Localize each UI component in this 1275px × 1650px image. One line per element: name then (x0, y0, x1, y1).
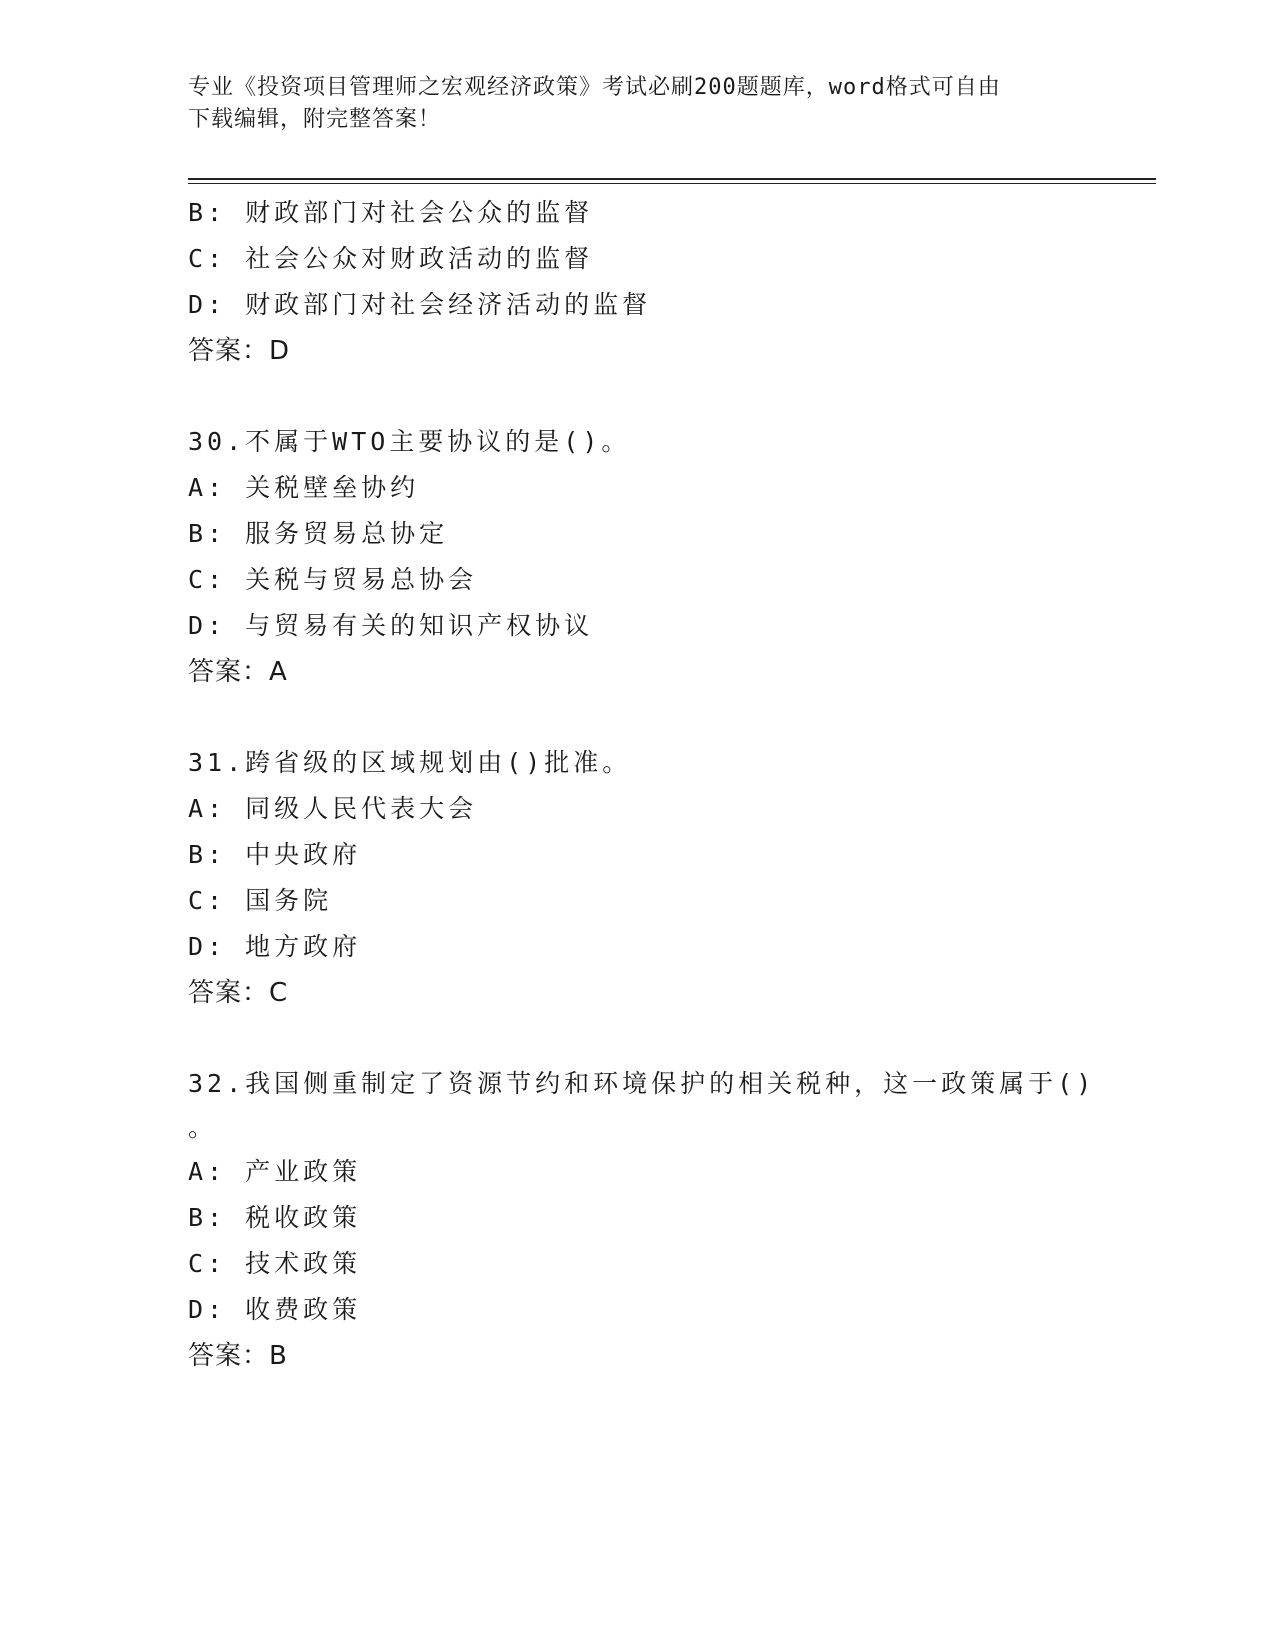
option-c: C: 技术政策 (188, 1249, 362, 1278)
option-a: A: 产业政策 (188, 1157, 362, 1186)
header-line-1: 专业《投资项目管理师之宏观经济政策》考试必刷200题题库，word格式可自由 (188, 75, 1001, 100)
answer-line: 答案：B (188, 1341, 288, 1371)
option-b: B: 财政部门对社会公众的监督 (188, 198, 594, 227)
question-block-32 (188, 1061, 1148, 1379)
question-block-30 (188, 419, 1148, 695)
option-a: A: 关税壁垒协约 (188, 473, 420, 502)
answer-line: 答案：D (188, 336, 291, 366)
option-b: B: 服务贸易总协定 (188, 519, 449, 548)
option-c: C: 社会公众对财政活动的监督 (188, 244, 594, 273)
header-divider-thick (188, 178, 1156, 180)
option-b: B: 中央政府 (188, 840, 362, 869)
question-block-previous (188, 190, 1148, 374)
header-line-2: 下载编辑，附完整答案！ (188, 107, 442, 132)
option-b: B: 税收政策 (188, 1203, 362, 1232)
question-title: 30.不属于WTO主要协议的是()。 (188, 427, 631, 456)
option-d: D: 收费政策 (188, 1295, 362, 1324)
option-c: C: 关税与贸易总协会 (188, 565, 478, 594)
answer-line: 答案：A (188, 657, 288, 687)
option-a: A: 同级人民代表大会 (188, 794, 478, 823)
question-title: 32.我国侧重制定了资源节约和环境保护的相关税种，这一政策属于() (188, 1069, 1096, 1098)
option-d: D: 与贸易有关的知识产权协议 (188, 611, 594, 640)
question-list (188, 190, 1148, 1379)
option-c: C: 国务院 (188, 886, 333, 915)
document-header (188, 72, 1088, 136)
question-block-31 (188, 740, 1148, 1016)
answer-line: 答案：C (188, 978, 289, 1008)
option-d: D: 地方政府 (188, 932, 362, 961)
header-divider-thin (188, 183, 1156, 184)
question-title: 31.跨省级的区域规划由()批准。 (188, 748, 632, 777)
question-title-continuation: 。 (188, 1113, 218, 1142)
option-d: D: 财政部门对社会经济活动的监督 (188, 290, 652, 319)
